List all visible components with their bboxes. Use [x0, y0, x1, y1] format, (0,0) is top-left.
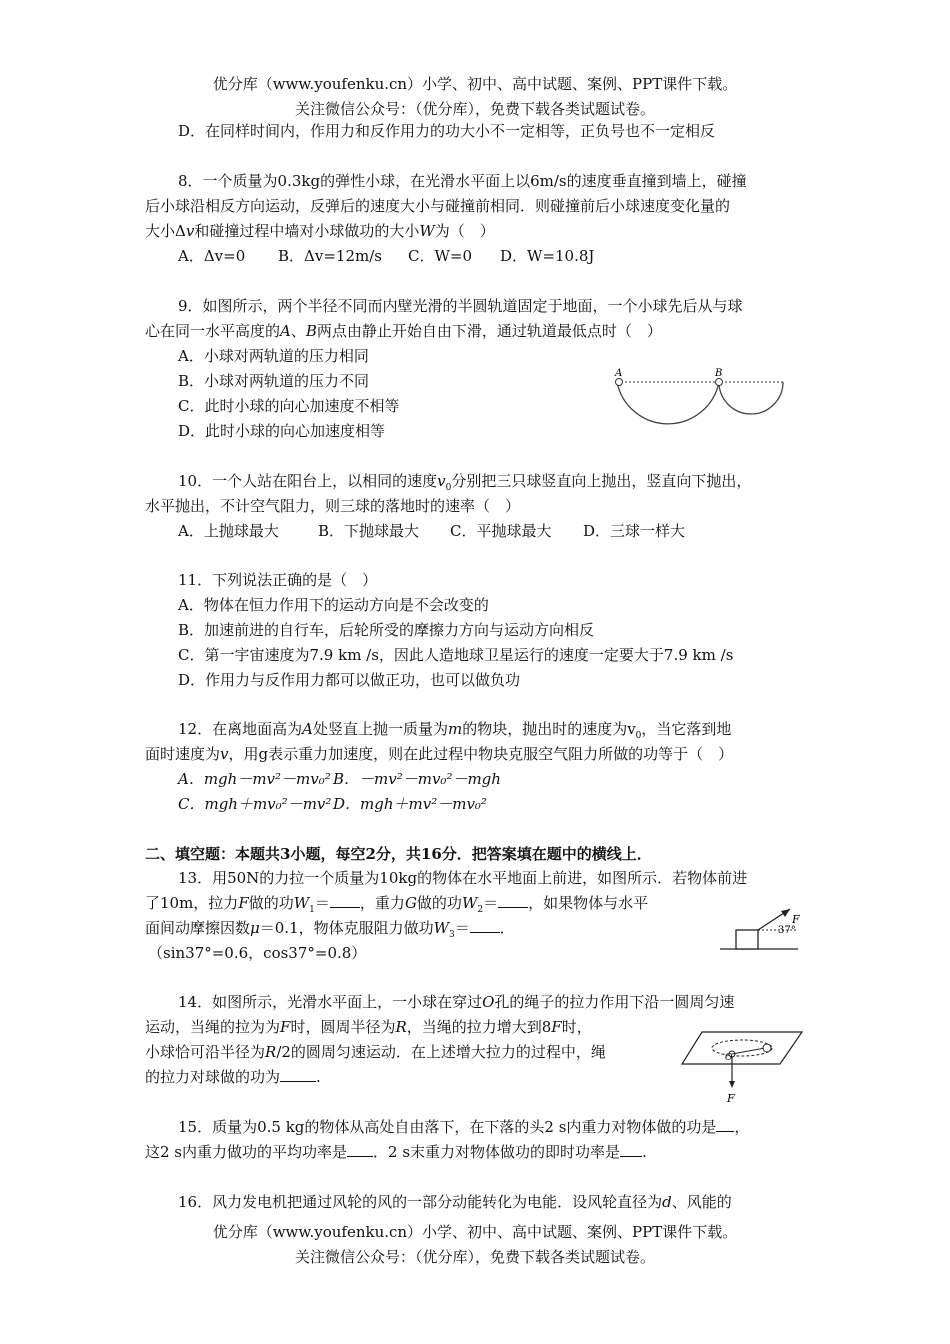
q15-line-1: 15．质量为0.5 kg的物体从高处自由落下，在下落的头2 s内重力对物体做的功是 ， [178, 1118, 750, 1136]
q13-line-2: 了10m，拉力F做的功$W_1=$ ，重力G做的功$W_2=$ ，如果物体与水平 [145, 894, 649, 915]
header-line-1: 优分库（www.youfenku.cn）小学、初中、高中试题、案例、PPT课件下载。 [212, 75, 738, 93]
q9-small-semicircle [719, 382, 783, 414]
q15-blank-avg-power[interactable] [347, 1142, 373, 1157]
q8-option-c: C．W=0 [408, 247, 473, 265]
q8-line-1: 8．一个质量为0.3kg的弹性小球，在光滑水平面上以6m/s的速度垂直撞到墙上，碰撞 [178, 172, 747, 190]
q14-arrow-head [729, 1081, 735, 1088]
q10-line-2: 水平抛出，不计空气阻力，则三球的落地时的速率（ ） [145, 497, 521, 515]
q10-option-a: A．上抛球最大 [178, 522, 279, 540]
q14-plane [682, 1032, 802, 1064]
q13-blank-w1[interactable] [330, 893, 360, 908]
q13-fig-angle: 37° [778, 925, 796, 936]
q10-option-b: B．下抛球最大 [318, 522, 420, 540]
q9-option-d: D．此时小球的向心加速度相等 [178, 422, 386, 440]
q13-blank-w2[interactable] [498, 893, 528, 908]
q13-line-3: 面间动摩擦因数μ＝0.1，物体克服阻力做功$W_3=$ ． [145, 919, 515, 940]
q9-option-b: B．小球对两轨道的压力不同 [178, 372, 370, 390]
q14-ball [763, 1044, 771, 1052]
q11-option-a: A．物体在恒力作用下的运动方向是不会改变的 [178, 596, 489, 614]
q12-line-1: 12．在离地面高为A处竖直上抛一质量为m的物块，抛出时的速度为$v_0$，当它落到地 [178, 720, 732, 741]
q13-arrow-head [781, 909, 790, 917]
q13-fig-f: F [792, 913, 800, 926]
q12-line-2: 面时速度为v，用g表示重力加速度，则在此过程中物块克服空气阻力所做的功等于（ ） [145, 745, 734, 763]
q7-option-d: D．在同样时间内，作用力和反作用力的功大小不一定相等，正负号也不一定相反 [178, 122, 716, 140]
q9-label-a: A [615, 368, 623, 379]
q13-block [736, 930, 758, 949]
q9-line-2: 心在同一水平高度的A、B两点由静止开始自由下滑，通过轨道最低点时（ ） [145, 322, 662, 340]
q14-plane-figure [680, 1022, 805, 1104]
q9-track-figure [605, 362, 790, 442]
q13-line-1: 13．用50N的力拉一个质量为10kg的物体在水平地面上前进，如图所示．若物体前进 [178, 869, 748, 887]
q11-option-d: D．作用力与反作用力都可以做正功，也可以做负功 [178, 671, 521, 689]
q10-line-1: 10．一个人站在阳台上，以相同的速度$v_0$分别把三只球竖直向上抛出，竖直向下抛出， [178, 472, 752, 493]
q9-large-semicircle [617, 382, 719, 424]
q10-option-d: D．三球一样大 [583, 522, 686, 540]
q15-line-2: 这2 s内重力做功的平均功率是 ．2 s末重力对物体做功的即时功率是 . [145, 1143, 647, 1161]
q13-block-figure [718, 905, 803, 957]
q9-ball-b [716, 379, 723, 386]
q12-option-d: D．mgh＋mv²－mv₀² [333, 795, 487, 813]
q14-line-2: 运动，当绳的拉为为F时，圆周半径为R，当绳的拉力增大到8F时， [145, 1018, 592, 1036]
q14-line-4: 的拉力对球做的功为 . [145, 1068, 321, 1086]
q8-line-2: 后小球沿相反方向运动，反弹后的速度大小与碰撞前相同．则碰撞前后小球速度变化量的 [145, 197, 731, 215]
q9-line-1: 9．如图所示，两个半径不同而内壁光滑的半圆轨道固定于地面，一个小球先后从与球 [178, 297, 743, 315]
q14-line-1: 14．如图所示，光滑水平面上，一小球在穿过O孔的绳子的拉力作用下沿一圆周匀速 [178, 993, 735, 1011]
q9-option-c: C．此时小球的向心加速度不相等 [178, 397, 400, 415]
q14-blank-work[interactable] [280, 1067, 316, 1082]
q14-line-3: 小球恰可沿半径为R/2的圆周匀速运动．在上述增大拉力的过程中，绳 [145, 1043, 606, 1061]
q15-blank-inst-power[interactable] [620, 1142, 642, 1157]
q8-line-3: 大小Δv和碰撞过程中墙对小球做功的大小W为（ ） [145, 222, 495, 240]
header-line-2: 关注微信公众号：（优分库），免费下载各类试题试卷。 [294, 100, 655, 118]
q9-option-a: A．小球对两轨道的压力相同 [178, 347, 369, 365]
section-2-title: 二、填空题：本题共3小题，每空2分，共16分．把答案填在题中的横线上． [145, 845, 652, 863]
q8-option-a: A．Δv=0 [178, 247, 246, 265]
q13-blank-w3[interactable] [470, 918, 500, 933]
q16-line-1: 16．风力发电机把通过风轮的风的一部分动能转化为电能．设风轮直径为d、风能的 [178, 1193, 732, 1211]
q12-option-b: B．－mv²－mv₀²－mgh [333, 770, 501, 788]
q8-option-b: B．Δv=12m/s [278, 247, 382, 265]
q9-ball-a [616, 379, 623, 386]
q12-option-a: A．mgh－mv²－mv₀² [178, 770, 331, 788]
q8-option-d: D．W=10.8J [500, 247, 595, 265]
q10-option-c: C．平抛球最大 [450, 522, 552, 540]
q15-blank-work[interactable] [716, 1117, 734, 1132]
q9-label-b: B [715, 368, 723, 379]
q11-option-c: C．第一宇宙速度为7.9 km /s，因此人造地球卫星运行的速度一定要大于7.9 km /s [178, 646, 734, 664]
footer-line-1: 优分库（www.youfenku.cn）小学、初中、高中试题、案例、PPT课件下载。 [212, 1223, 738, 1241]
q12-option-c: C．mgh＋mv₀²－mv² [178, 795, 332, 813]
q11-line-1: 11．下列说法正确的是（ ） [178, 571, 378, 589]
q13-line-4: （sin37°=0.6，cos37°=0.8） [148, 944, 367, 962]
q11-option-b: B．加速前进的自行车，后轮所受的摩擦力方向与运动方向相反 [178, 621, 595, 639]
footer-line-2: 关注微信公众号：（优分库），免费下载各类试题试卷。 [294, 1248, 655, 1266]
q14-fig-f: F [727, 1092, 735, 1104]
q14-fig-o: O [725, 1053, 733, 1063]
